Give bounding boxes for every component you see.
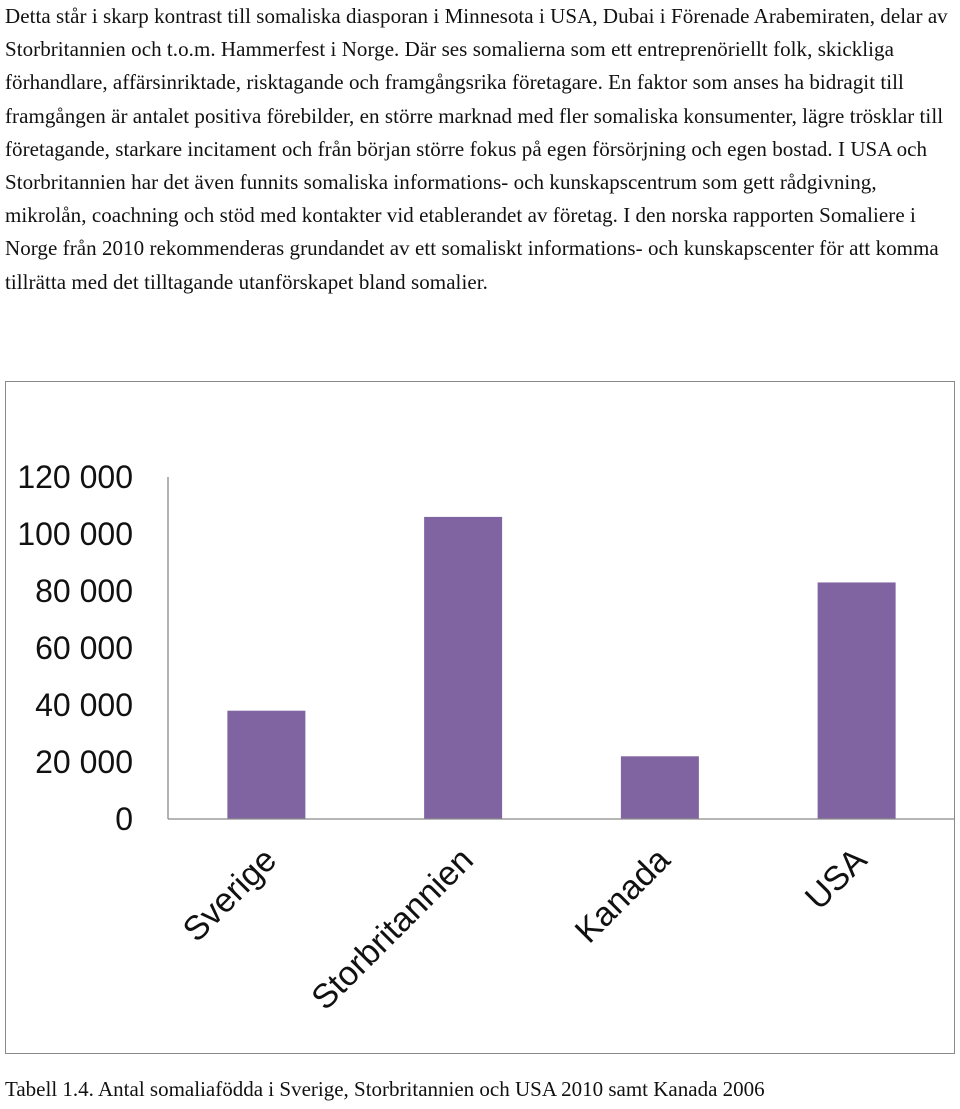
y-tick-label: 100 000 bbox=[17, 516, 133, 552]
body-paragraph: Detta står i skarp kontrast till somaliska diasporan i Minnesota i USA, Dubai i Förenade Arabemiraten, delar av Storbritannien och t.o.m. Hammerfest i Norge. Där ses somalierna som ett entreprenöriellt folk, skickliga förhandlare, affärsinriktade, risktagande och framgångsrika företagare. En faktor som anses ha bidragit till framgången är antalet positiva förebilder, en större marknad med fler somaliska konsumenter, lägre trösklar till företagande, starkare incitament och från början större fokus på egen försörjning och egen bostad. I USA och Storbritannien har det även funnits somaliska informations- och kunskapscentrum som gett rådgivning, mikrolån, coachning och stöd med kontakter vid etablerandet av företag. I den norska rapporten Somaliere i Norge från 2010 rekommenderas grundandet av ett somaliskt informations- och kunskapscenter för att komma tillrätta med det tilltagande utanförskapet bland somalier. bbox=[5, 4, 948, 294]
y-tick-label: 120 000 bbox=[17, 459, 133, 495]
y-tick-label: 0 bbox=[115, 801, 133, 837]
table-caption: Tabell 1.4. Antal somaliafödda i Sverige, Storbritannien och USA 2010 samt Kanada 2006 bbox=[5, 1077, 765, 1101]
x-tick-label: Sverige bbox=[175, 840, 285, 950]
x-tick-label: Kanada bbox=[567, 840, 678, 951]
bar bbox=[424, 517, 502, 819]
bar bbox=[227, 711, 305, 819]
bars bbox=[227, 517, 895, 819]
y-tick-label: 60 000 bbox=[35, 630, 133, 666]
bar bbox=[621, 756, 699, 819]
x-tick-label: USA bbox=[797, 840, 875, 918]
y-tick-label: 80 000 bbox=[35, 573, 133, 609]
y-tick-label: 40 000 bbox=[35, 687, 133, 723]
bar-chart bbox=[6, 382, 956, 1055]
x-axis-labels bbox=[176, 841, 875, 1018]
x-tick-label: Storbritannien bbox=[304, 840, 481, 1018]
y-axis-ticks bbox=[17, 459, 133, 837]
bar bbox=[818, 582, 896, 819]
y-tick-label: 20 000 bbox=[35, 744, 133, 780]
chart-frame bbox=[5, 381, 955, 1054]
